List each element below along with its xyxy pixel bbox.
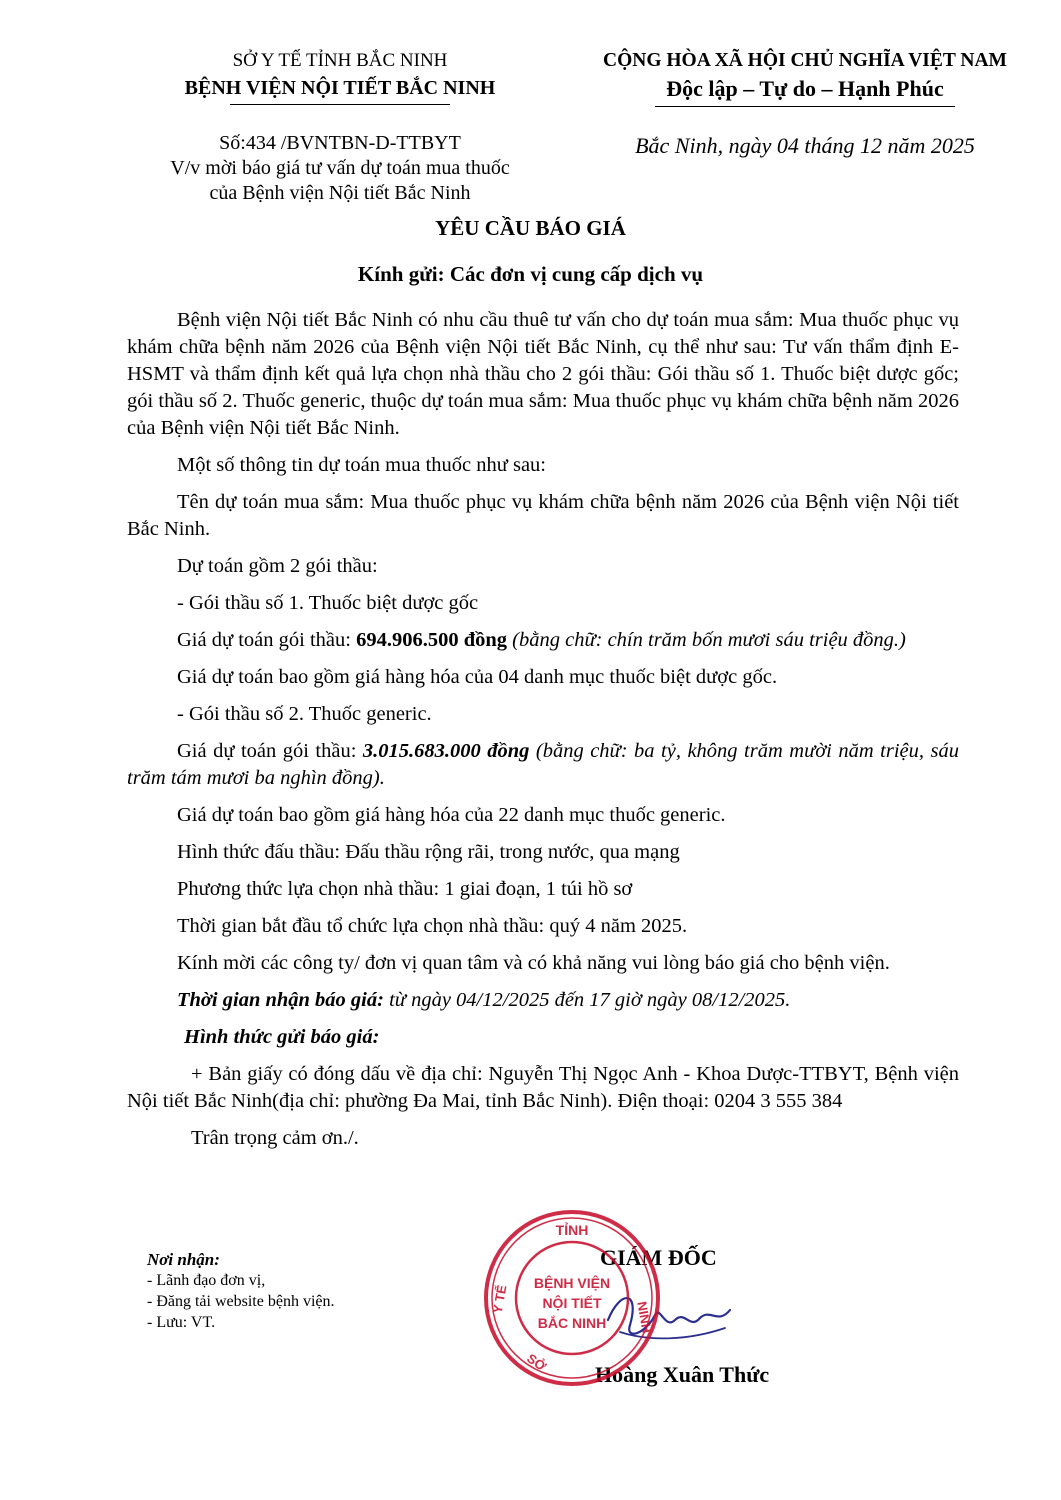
stamp-text: SỞ (524, 1350, 549, 1375)
recipient-item: - Lãnh đạo đơn vị, (147, 1272, 266, 1289)
price-in-words: (bằng chữ: chín trăm bốn mươi sáu triệu đồng.) (507, 629, 906, 651)
paragraph: Bệnh viện Nội tiết Bắc Ninh có nhu cầu thuê tư vấn cho dự toán mua sắm: Mua thuốc phục vụ khám chữa bệnh năm 2026 của Bệnh viện Nội tiết Bắc Ninh, cụ thể như sau: Tư vấn thẩm định E-HSMT và thẩm định kết quả lựa chọn nhà thầu cho 2 gói thầu: Gói thầu số 1. Thuốc biệt dược gốc; gói thầu số 2. Thuốc generic, thuộc dự toán mua sắm: Mua thuốc phục vụ khám chữa bệnh năm 2026 của Bệnh viện Nội tiết Bắc Ninh. (127, 309, 959, 439)
republic-name: CỘNG HÒA XÃ HỘI CHỦ NGHĨA VIỆT NAM (603, 50, 1007, 71)
issuer-underline (230, 104, 450, 105)
official-stamp-icon (482, 1208, 662, 1388)
paragraph-closing: Trân trọng cảm ơn./. (191, 1127, 359, 1149)
price-amount: 694.906.500 đồng (356, 629, 508, 651)
paragraph-price-2 (127, 738, 959, 792)
stamp-text: Y TẾ (489, 1283, 510, 1315)
stamp-text: BỆNH VIỆN (533, 1275, 611, 1291)
paragraph: Kính mời các công ty/ đơn vị quan tâm và có khả năng vui lòng báo giá cho bệnh viện. (177, 952, 890, 974)
greeting: Kính gửi: Các đơn vị cung cấp dịch vụ (357, 262, 704, 286)
recipient-item: - Đăng tải website bệnh viện. (147, 1293, 335, 1310)
stamp-text: NINH (634, 1300, 655, 1335)
paragraph: Tên dự toán mua sắm: Mua thuốc phục vụ khám chữa bệnh năm 2026 của Bệnh viện Nội tiết Bắc Ninh. (127, 491, 959, 540)
price-in-words: (bằng chữ: ba tỷ, không trăm mười năm triệu, sáu trăm tám mươi ba nghìn đồng). (127, 740, 959, 789)
recipient-item: - Lưu: VT. (147, 1314, 216, 1331)
price-amount: 3.015.683.000 đồng (362, 740, 530, 762)
issuer-block (120, 48, 560, 105)
paragraph-deadline (127, 987, 959, 1014)
national-header (575, 48, 1035, 107)
signer-title: GIÁM ĐỐC (600, 1245, 717, 1270)
motto-underline (655, 106, 955, 107)
document-body (127, 307, 959, 1162)
price-label: Giá dự toán gói thầu: (177, 629, 357, 651)
paragraph: Một số thông tin dự toán mua thuốc như sau: (177, 454, 546, 476)
paragraph: - Gói thầu số 2. Thuốc generic. (177, 703, 432, 725)
paragraph-submission-heading: Hình thức gửi báo giá: (184, 1026, 380, 1048)
deadline-label: Thời gian nhận báo giá: (177, 989, 384, 1011)
document-title: YÊU CẦU BÁO GIÁ (435, 216, 626, 240)
subject-line-2: của Bệnh viện Nội tiết Bắc Ninh (209, 182, 471, 204)
paragraph: Giá dự toán bao gồm giá hàng hóa của 22 danh mục thuốc generic. (177, 804, 726, 826)
stamp-text: TỈNH (555, 1222, 589, 1238)
paragraph: Giá dự toán bao gồm giá hàng hóa của 04 danh mục thuốc biệt dược gốc. (177, 666, 778, 688)
recipients-block (147, 1249, 467, 1333)
paragraph-price-1 (127, 627, 959, 654)
paragraph: Phương thức lựa chọn nhà thầu: 1 giai đoạn, 1 túi hồ sơ (177, 878, 633, 900)
paragraph: Dự toán gồm 2 gói thầu: (177, 555, 378, 577)
paragraph: Hình thức đấu thầu: Đấu thầu rộng rãi, trong nước, qua mạng (177, 841, 680, 863)
stamp-text: NỘI TIẾT (542, 1295, 602, 1311)
paragraph: - Gói thầu số 1. Thuốc biệt dược gốc (177, 592, 479, 614)
subject-line-1: V/v mời báo giá tư vấn dự toán mua thuốc (170, 157, 510, 179)
signer-name: Hoàng Xuân Thức (595, 1362, 770, 1387)
national-motto: Độc lập – Tự do – Hạnh Phúc (666, 76, 944, 101)
stamp-text: BẮC NINH (537, 1315, 607, 1331)
document-date: Bắc Ninh, ngày 04 tháng 12 năm 2025 (635, 133, 975, 158)
document-subject (120, 156, 560, 206)
deadline-value: từ ngày 04/12/2025 đến 17 giờ ngày 08/12/2025. (383, 989, 791, 1011)
document-number: Số:434 /BVNTBN-D-TTBYT (219, 132, 461, 154)
recipients-heading: Nơi nhận: (147, 1250, 220, 1269)
paragraph: Thời gian bắt đầu tổ chức lựa chọn nhà thầu: quý 4 năm 2025. (177, 915, 688, 937)
price-label: Giá dự toán gói thầu: (177, 740, 363, 762)
hospital-name: BỆNH VIỆN NỘI TIẾT BẮC NINH (184, 77, 496, 99)
department-name: SỞ Y TẾ TỈNH BẮC NINH (232, 50, 448, 71)
paragraph-address: + Bản giấy có đóng dấu về địa chỉ: Nguyễn Thị Ngọc Anh - Khoa Dược-TTBYT, Bệnh viện Nội tiết Bắc Ninh(địa chỉ: phường Đa Mai, tỉnh Bắc Ninh). Điện thoại: 0204 3 555 384 (127, 1063, 959, 1112)
